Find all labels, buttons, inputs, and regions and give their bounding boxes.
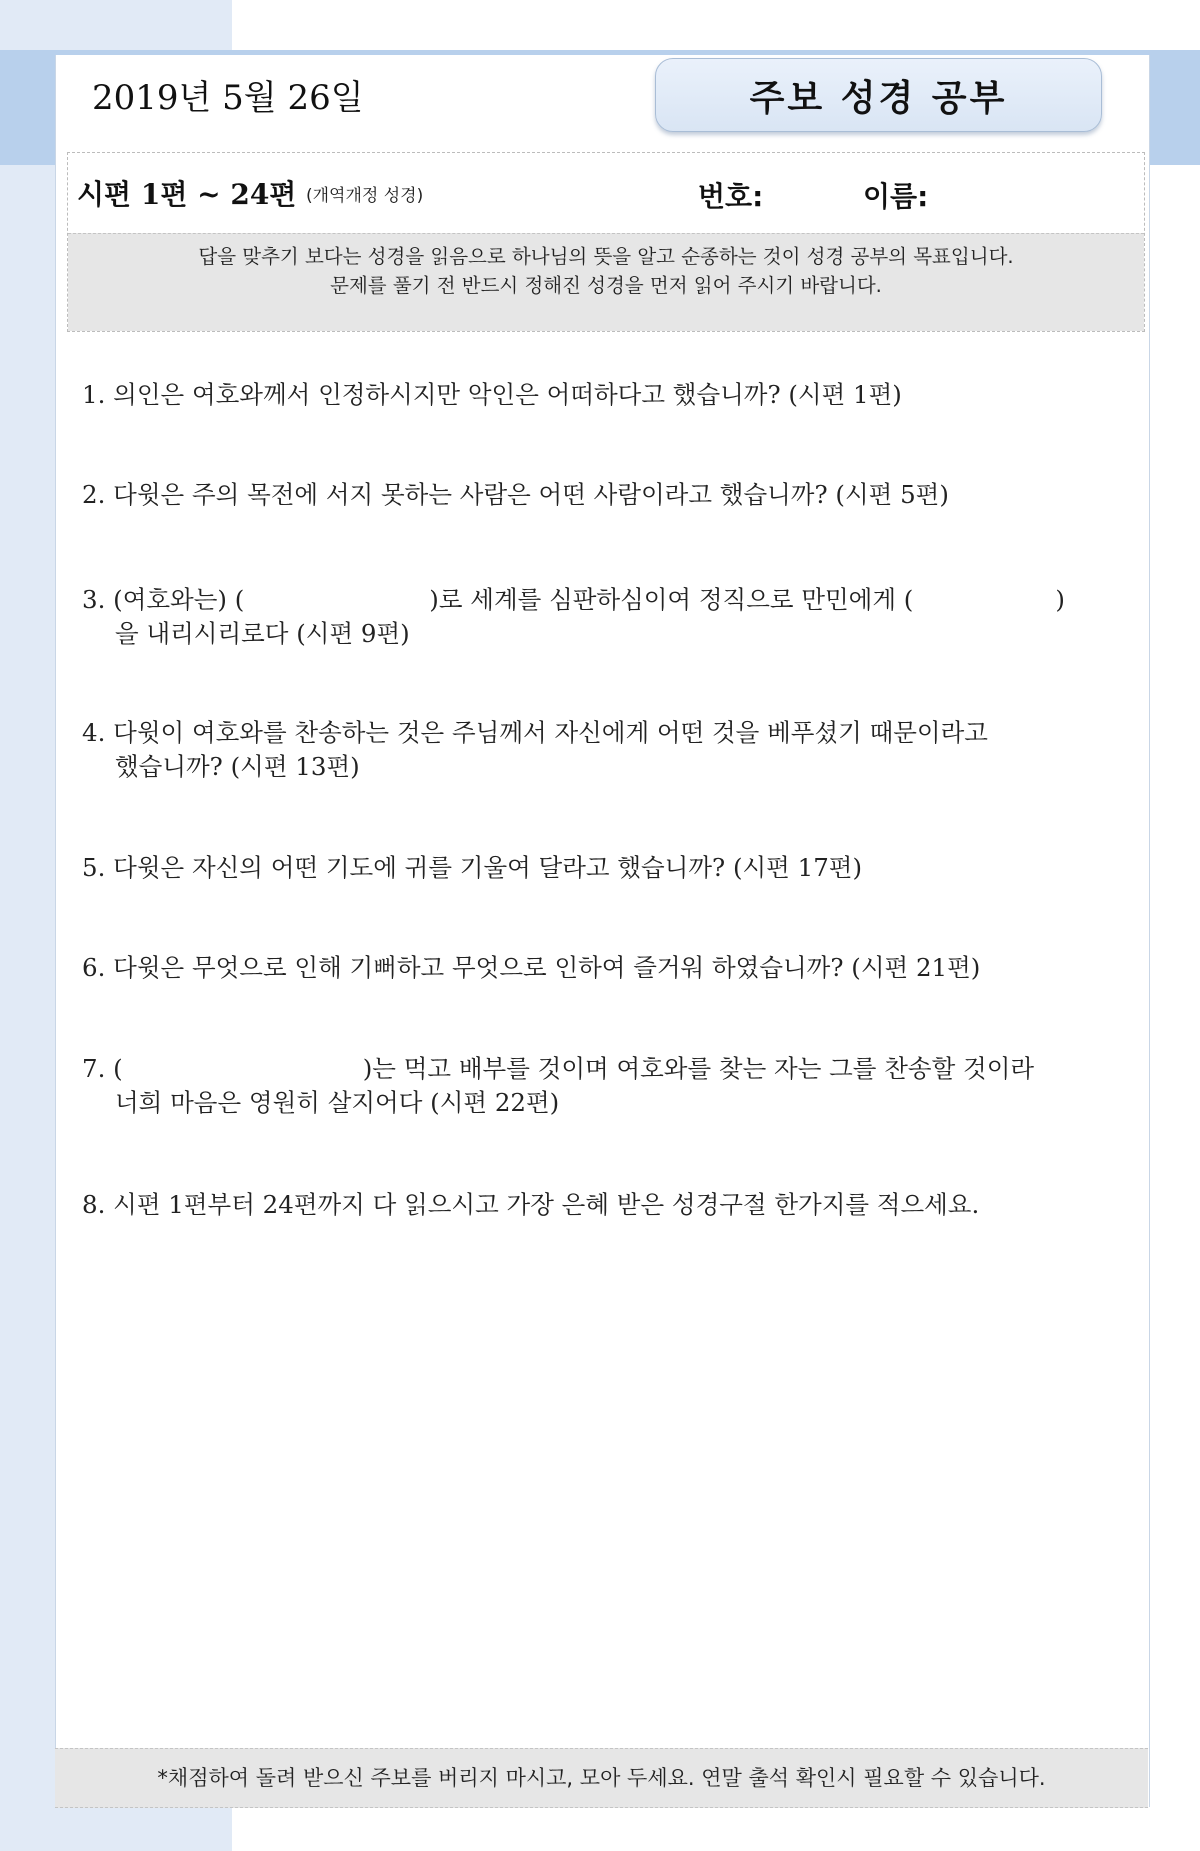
worksheet-title: 주보 성경 공부 bbox=[749, 77, 1008, 119]
worksheet-date: 2019년 5월 26일 bbox=[92, 78, 364, 118]
question-4-line-1: 4. 다윗이 여호와를 찬송하는 것은 주님께서 자신에게 어떤 것을 베푸셨기 때문이라고 bbox=[82, 718, 988, 747]
question-7-text-a: 7. ( bbox=[82, 1054, 123, 1083]
question-2: 2. 다윗은 주의 목전에 서지 못하는 사람은 어떤 사람이라고 했습니까? (시편 5편) bbox=[82, 480, 949, 509]
notice-line-2: 문제를 풀기 전 반드시 정해진 성경을 먼저 읽어 주시기 바랍니다. bbox=[330, 274, 882, 297]
title-tab bbox=[655, 58, 1102, 132]
question-7-text-b: )는 먹고 배부를 것이며 여호와를 찾는 자는 그를 찬송할 것이라 bbox=[362, 1054, 1035, 1083]
footer-note: *채점하여 돌려 받으신 주보를 버리지 마시고, 모아 두세요. 연말 출석 확인시 필요할 수 있습니다. bbox=[55, 1748, 1148, 1808]
question-3-text-a: 3. (여호와는) ( bbox=[82, 585, 245, 614]
question-3 bbox=[82, 583, 1122, 651]
question-5: 5. 다윗은 자신의 어떤 기도에 귀를 기울여 달라고 했습니까? (시편 17편) bbox=[82, 853, 863, 882]
question-1: 1. 의인은 여호와께서 인정하시지만 악인은 어떠하다고 했습니까? (시편 1편) bbox=[82, 380, 902, 409]
instructions-notice bbox=[68, 233, 1144, 331]
question-3-line-2: 을 내리시리로다 (시편 9편) bbox=[115, 619, 410, 648]
info-box bbox=[67, 152, 1145, 332]
number-label: 번호: bbox=[698, 180, 764, 213]
question-3-text-b: )로 세계를 심판하심이여 정직으로 만민에게 ( bbox=[429, 585, 914, 614]
scripture-range: 시편 1편 ~ 24편 bbox=[77, 178, 297, 211]
question-7-line-2: 너희 마음은 영원히 살지어다 (시편 22편) bbox=[115, 1088, 560, 1117]
question-3-text-c: ) bbox=[1055, 585, 1065, 614]
question-4-line-2: 했습니까? (시편 13편) bbox=[115, 752, 360, 781]
question-8: 8. 시편 1편부터 24편까지 다 읽으시고 가장 은혜 받은 성경구절 한가지를 적으세요. bbox=[82, 1190, 980, 1219]
question-6: 6. 다윗은 무엇으로 인해 기뻐하고 무엇으로 인하여 즐거워 하였습니까? (시편 21편) bbox=[82, 953, 981, 982]
notice-line-1: 답을 맞추기 보다는 성경을 읽음으로 하나님의 뜻을 알고 순종하는 것이 성경 공부의 목표입니다. bbox=[198, 245, 1014, 268]
bible-version: (개역개정 성경) bbox=[306, 186, 424, 206]
name-label: 이름: bbox=[863, 180, 929, 213]
question-4 bbox=[82, 716, 1122, 784]
question-7 bbox=[82, 1052, 1122, 1120]
student-info-row bbox=[68, 153, 1144, 233]
